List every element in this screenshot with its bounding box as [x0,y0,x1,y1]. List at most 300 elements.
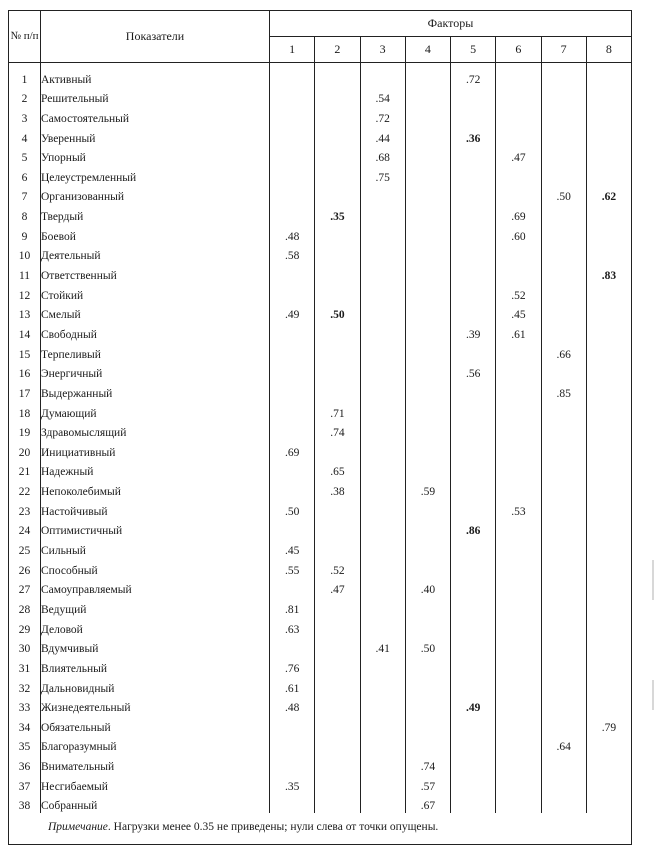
factor-loading-cell [405,696,450,716]
row-number: 38 [9,794,41,814]
indicator-name: Внимательный [41,754,270,774]
factor-loading-cell [586,696,631,716]
row-number: 18 [9,401,41,421]
factor-loading-cell: .50 [541,185,586,205]
factor-loading-cell [541,558,586,578]
factor-loading-cell [360,519,405,539]
factor-loading-cell [496,578,541,598]
factor-loading-cell [451,617,496,637]
factor-loading-cell [405,381,450,401]
factor-loading-cell [496,774,541,794]
factor-loading-cell [405,63,450,87]
factor-loading-cell [496,479,541,499]
indicator-name: Непоколебимый [41,479,270,499]
row-number: 13 [9,303,41,323]
factor-loading-cell [451,460,496,480]
factor-loading-cell: .75 [360,165,405,185]
factor-loading-cell [541,165,586,185]
factor-loading-cell [586,146,631,166]
factor-loading-cell [360,204,405,224]
factor-loading-cell: .69 [496,204,541,224]
factor-loading-cell [315,735,360,755]
indicator-name: Смелый [41,303,270,323]
table-note [48,821,438,833]
factor-loading-cell [586,597,631,617]
factor-loading-cell [315,676,360,696]
factor-loading-cell [405,362,450,382]
factor-loading-cell: .72 [451,63,496,87]
factor-loading-cell: .39 [451,322,496,342]
indicator-name: Инициативный [41,440,270,460]
factor-loading-cell: .48 [270,224,315,244]
factor-loading-cell [586,754,631,774]
factor-loading-cell [496,440,541,460]
factor-loading-cell [451,342,496,362]
factor-loading-cell [541,597,586,617]
factor-loading-cell [586,322,631,342]
indicator-name: Активный [41,63,270,87]
factor-loading-cell [541,87,586,107]
factor-loading-cell [451,185,496,205]
factor-loading-cell [541,637,586,657]
factor-loading-cell [315,146,360,166]
factor-loading-cell [496,401,541,421]
factor-loading-cell [360,676,405,696]
table-row [9,696,632,716]
factor-loading-cell: .65 [315,460,360,480]
factor-loading-cell [451,774,496,794]
factor-loading-cell [315,362,360,382]
factor-loading-cell [270,362,315,382]
table-row [9,421,632,441]
table-row [9,283,632,303]
table-row [9,479,632,499]
factor-loading-cell [451,303,496,323]
factor-loading-cell: .53 [496,499,541,519]
factor-loading-cell [541,754,586,774]
factor-loading-cell [405,440,450,460]
table-row [9,244,632,264]
factor-loading-cell [315,165,360,185]
factor-loading-cell [586,381,631,401]
factor-loading-cell [405,715,450,735]
indicator-name: Энергичный [41,362,270,382]
factor-loading-cell [405,460,450,480]
factor-loading-cell: .49 [270,303,315,323]
factor-loading-cell [496,244,541,264]
factor-loading-cell [360,401,405,421]
factor-loading-cell: .79 [586,715,631,735]
table-row [9,440,632,460]
factor-loading-cell [405,558,450,578]
table-row [9,735,632,755]
factor-loading-cell: .48 [270,696,315,716]
table-row [9,342,632,362]
factor-loading-cell [586,617,631,637]
table-row [9,617,632,637]
table-row [9,401,632,421]
factor-loading-cell [315,715,360,735]
factor-loading-cell [451,479,496,499]
factor-loading-cell [360,283,405,303]
factor-loading-cell [586,165,631,185]
indicator-name: Решительный [41,87,270,107]
factor-loading-cell [315,794,360,814]
factor-loading-cell [586,774,631,794]
factor-loading-cell [315,322,360,342]
factor-loading-cell [586,519,631,539]
factor-loading-cell [405,224,450,244]
factor-loading-cell [586,794,631,814]
factor-loading-cell [315,185,360,205]
factor-loading-cell [270,146,315,166]
factor-loading-cell [541,460,586,480]
factor-loading-cell [360,696,405,716]
factor-loading-cell [405,106,450,126]
table-row [9,63,632,87]
factor-loading-cell [405,244,450,264]
factor-loading-cell [405,283,450,303]
table-row [9,381,632,401]
factor-loading-cell: .72 [360,106,405,126]
indicator-name: Терпеливый [41,342,270,362]
factor-loading-cell [586,578,631,598]
indicator-name: Надежный [41,460,270,480]
row-number: 14 [9,322,41,342]
factor-loading-cell: .54 [360,87,405,107]
factor-loading-cell [405,401,450,421]
indicator-name: Организованный [41,185,270,205]
factor-loading-cell: .52 [315,558,360,578]
row-number: 25 [9,538,41,558]
factor-loading-cell [315,774,360,794]
factor-loading-cell [541,421,586,441]
factor-loading-cell [315,283,360,303]
row-number: 35 [9,735,41,755]
factor-loading-cell [496,263,541,283]
factor-loading-cell [541,578,586,598]
factor-loading-cell [315,244,360,264]
factor-loading-cell [270,342,315,362]
indicator-name: Обязательный [41,715,270,735]
factor-loading-cell [360,263,405,283]
factor-loading-cell [405,165,450,185]
factor-number-header: 2 [315,37,360,63]
factor-loading-cell [360,362,405,382]
row-number: 30 [9,637,41,657]
factor-loading-cell: .62 [586,185,631,205]
table-row [9,754,632,774]
factor-loading-cell [360,617,405,637]
factor-loading-cell [496,87,541,107]
factor-loading-cell [405,519,450,539]
factor-loading-cell [360,224,405,244]
factor-loading-cell: .85 [541,381,586,401]
factor-loading-cell [541,126,586,146]
factor-loading-cell: .68 [360,146,405,166]
indicator-name: Самоуправляемый [41,578,270,598]
factor-loading-cell [270,794,315,814]
factor-loading-cell [360,460,405,480]
factor-loading-cell [541,479,586,499]
table-row [9,322,632,342]
factor-loading-cell [270,715,315,735]
row-number: 31 [9,656,41,676]
factor-loading-cell [360,303,405,323]
factor-loading-cell [496,696,541,716]
factor-loading-cell [405,538,450,558]
factor-loading-cell [360,754,405,774]
factor-loading-cell [451,656,496,676]
table-row [9,303,632,323]
row-number: 23 [9,499,41,519]
factor-loading-cell [451,165,496,185]
row-number: 29 [9,617,41,637]
factor-number-header: 4 [405,37,450,63]
factor-loading-cell [270,401,315,421]
factor-loading-cell [496,185,541,205]
row-number: 12 [9,283,41,303]
factor-loading-cell [586,499,631,519]
row-number: 5 [9,146,41,166]
table-row [9,676,632,696]
factor-loading-cell [586,204,631,224]
factor-loading-cell [586,87,631,107]
factor-loading-cell [405,617,450,637]
indicator-name: Благоразумный [41,735,270,755]
factor-loading-cell: .40 [405,578,450,598]
factor-loading-cell [315,263,360,283]
factor-loading-cell [496,754,541,774]
factor-loading-cell [586,421,631,441]
factor-number-header: 6 [496,37,541,63]
factor-loading-cell [315,126,360,146]
factor-number-header: 7 [541,37,586,63]
factor-loading-cell: .67 [405,794,450,814]
row-number: 32 [9,676,41,696]
factor-loading-cell [315,342,360,362]
row-number: 17 [9,381,41,401]
table-row [9,538,632,558]
factor-loading-cell [270,283,315,303]
factor-loading-cell [315,637,360,657]
factor-loading-cell [586,63,631,87]
indicator-name: Самостоятельный [41,106,270,126]
factor-loading-cell: .61 [270,676,315,696]
factor-loading-cell [360,322,405,342]
factor-loading-cell [451,204,496,224]
factor-loading-cell [496,126,541,146]
factor-loading-cell: .57 [405,774,450,794]
factor-loading-cell [451,499,496,519]
factor-loading-cell [451,283,496,303]
row-number: 37 [9,774,41,794]
factor-loading-cell [541,263,586,283]
factor-loading-cell [451,440,496,460]
factor-loading-cell: .66 [541,342,586,362]
factor-loading-cell [270,165,315,185]
table-row [9,519,632,539]
table-row [9,794,632,814]
factor-loading-cell [496,165,541,185]
factor-loading-cell [270,735,315,755]
indicator-name: Твердый [41,204,270,224]
indicator-name: Собранный [41,794,270,814]
factor-loading-cell [315,224,360,244]
factor-loading-cell [315,519,360,539]
factor-loading-cell [541,303,586,323]
factor-loading-cell [586,637,631,657]
indicator-name: Думающий [41,401,270,421]
factor-loading-cell: .60 [496,224,541,244]
factor-loading-cell: .47 [496,146,541,166]
factor-loading-cell: .50 [405,637,450,657]
factor-loading-cell: .41 [360,637,405,657]
factor-loading-cell [451,558,496,578]
factor-loading-cell [360,244,405,264]
row-number: 24 [9,519,41,539]
factor-loading-cell: .58 [270,244,315,264]
factor-loading-cell [586,538,631,558]
factor-loading-cell [405,185,450,205]
factor-number-header: 3 [360,37,405,63]
factor-loading-cell [315,106,360,126]
row-number: 9 [9,224,41,244]
factor-loading-cell [496,106,541,126]
factor-loading-cell [586,735,631,755]
factor-loading-cell [405,303,450,323]
factor-loading-cell [541,774,586,794]
factor-loading-cell [360,421,405,441]
row-number: 28 [9,597,41,617]
indicator-name: Дальновидный [41,676,270,696]
row-number: 22 [9,479,41,499]
table-row [9,165,632,185]
factor-loading-cell [315,617,360,637]
column-header-factors: Факторы [270,11,632,37]
row-number: 4 [9,126,41,146]
factor-loading-cell [541,106,586,126]
factor-loading-cell [541,499,586,519]
indicator-name: Настойчивый [41,499,270,519]
factor-loading-cell: .55 [270,558,315,578]
factor-loading-cell: .83 [586,263,631,283]
factor-loading-cell [451,715,496,735]
table-row [9,460,632,480]
factor-loading-cell: .44 [360,126,405,146]
factor-loading-cell [360,479,405,499]
factor-loading-cell [541,146,586,166]
factor-loading-cell [270,106,315,126]
factor-loading-cell [496,656,541,676]
table-row [9,204,632,224]
factor-loading-cell [541,63,586,87]
factor-loading-cell [405,342,450,362]
indicator-name: Жизнедеятельный [41,696,270,716]
factor-loading-cell [496,519,541,539]
factor-loading-cell: .74 [315,421,360,441]
factor-loading-cell [270,754,315,774]
factor-loading-cell [586,224,631,244]
factor-loading-cell [541,283,586,303]
factor-loading-cell [405,263,450,283]
factor-loading-cell: .36 [451,126,496,146]
factor-loading-cell [405,656,450,676]
row-number: 27 [9,578,41,598]
factor-loading-cell [270,204,315,224]
row-number: 7 [9,185,41,205]
factor-loading-cell [270,381,315,401]
factor-loading-cell [270,263,315,283]
factor-loading-cell: .45 [270,538,315,558]
table-row [9,263,632,283]
indicator-name: Свободный [41,322,270,342]
factor-loading-cell [541,715,586,735]
indicator-name: Выдержанный [41,381,270,401]
table-row [9,499,632,519]
table-row [9,126,632,146]
factor-loading-cell [270,126,315,146]
factor-loading-cell [496,460,541,480]
note-text: . Нагрузки менее 0.35 не приведены; нули слева от точки опущены. [107,821,439,833]
factor-loading-cell [541,224,586,244]
factor-loading-cell: .63 [270,617,315,637]
factor-loading-cell: .50 [270,499,315,519]
factor-loading-cell: .35 [315,204,360,224]
factor-loading-cell [541,204,586,224]
factor-loading-cell [541,617,586,637]
factor-loading-cell [405,322,450,342]
factor-loading-cell [586,558,631,578]
factor-loading-cell [270,519,315,539]
indicator-name: Стойкий [41,283,270,303]
factor-loading-cell: .45 [496,303,541,323]
factor-loading-cell [586,362,631,382]
factor-loading-cell: .86 [451,519,496,539]
factor-loading-cell [405,735,450,755]
factor-loading-cell: .74 [405,754,450,774]
factor-loading-cell [270,322,315,342]
factor-loading-cell [360,63,405,87]
indicator-name: Ответственный [41,263,270,283]
factor-loading-cell [541,440,586,460]
factor-loading-cell [541,322,586,342]
factor-loading-cell [451,421,496,441]
indicator-name: Оптимистичный [41,519,270,539]
factor-loading-cell [541,244,586,264]
factor-loading-cell [586,460,631,480]
factor-loading-cell [315,440,360,460]
factor-loading-cell [360,715,405,735]
factor-loading-cell: .81 [270,597,315,617]
factor-loading-cell [405,421,450,441]
factor-loading-cell [451,735,496,755]
factor-loading-cell [360,578,405,598]
factor-loading-cell [541,676,586,696]
factor-loading-cell [270,460,315,480]
row-number: 36 [9,754,41,774]
factor-loading-cell [360,794,405,814]
table-row [9,224,632,244]
factor-loading-cell [496,63,541,87]
indicator-name: Здравомыслящий [41,421,270,441]
factor-loading-cell [496,558,541,578]
factor-loading-cell [360,538,405,558]
indicator-name: Несгибаемый [41,774,270,794]
table-row [9,106,632,126]
factor-loading-cell [315,538,360,558]
indicator-name: Боевой [41,224,270,244]
